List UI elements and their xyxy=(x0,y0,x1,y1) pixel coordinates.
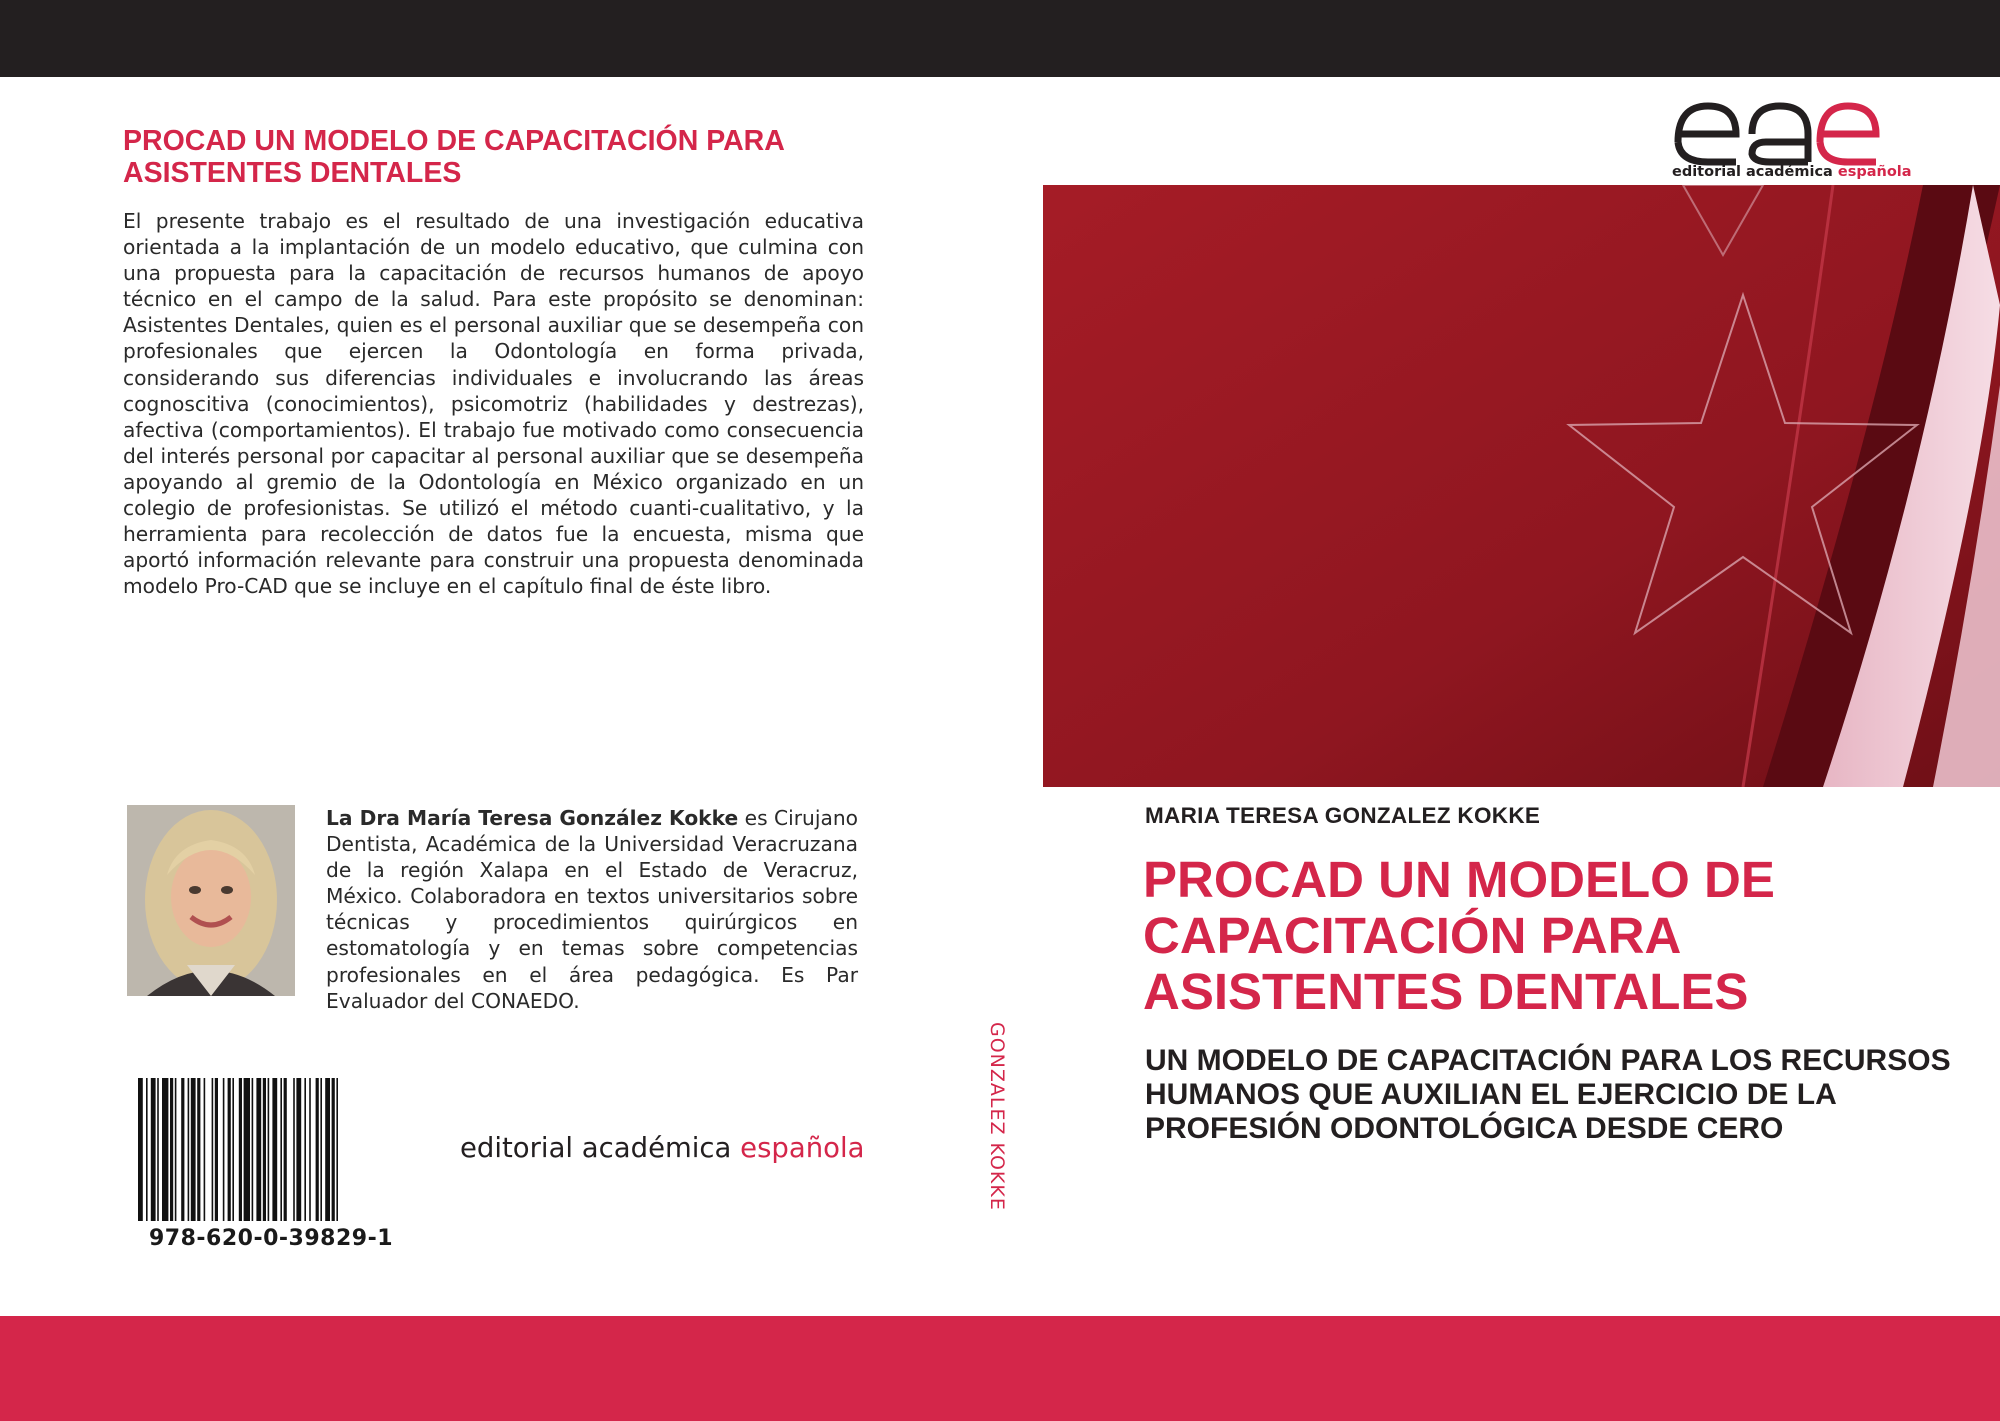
barcode-bar xyxy=(151,1078,156,1221)
cover-artwork xyxy=(1043,185,2000,787)
barcode-bar xyxy=(268,1078,270,1221)
barcode-bar xyxy=(212,1078,214,1221)
back-cover-description: El presente trabajo es el resultado de una investigación educativa orientada a la implantación de un modelo educativo, que culmina con una propuesta para la capacitación de recursos humanos de apoyo técnico en el campo de la salud. Para este propósito se denominan: Asistentes Dentales, quien es el personal auxiliar que se desempeña con profesionales que ejercen la Odontología en forma privada, considerando sus diferencias individuales e involucrando las áreas cognoscitiva (conocimientos), psicomotriz (habilidades y destrezas), afectiva (comportamientos). El trabajo fue motivado como consecuencia del interés personal por capacitar al personal auxiliar que se desempeña apoyando al gremio de la Odontología en México organizado en un colegio de profesionistas. Se utilizó el método cuanti-cualitativo, y la herramienta para recolección de datos fue la encuesta, misma que aportó información relevante para construir una propuesta denominada modelo Pro-CAD que se incluye en el capítulo final de éste libro. xyxy=(123,209,864,599)
logo-caption-main: editorial académica xyxy=(1672,164,1838,180)
author-bio xyxy=(326,805,858,1014)
barcode-bar xyxy=(170,1078,173,1221)
publisher-name-accent: española xyxy=(740,1132,865,1164)
barcode-bar xyxy=(316,1078,319,1221)
barcode-bar xyxy=(293,1078,295,1221)
barcode-bars xyxy=(136,1078,406,1221)
barcode-bar xyxy=(181,1078,184,1221)
publisher-name-main: editorial académica xyxy=(460,1132,741,1164)
barcode-bar xyxy=(284,1078,287,1221)
logo-caption xyxy=(1672,164,1912,180)
barcode-bar xyxy=(157,1078,159,1221)
top-dark-band xyxy=(0,0,2000,77)
barcode-bar xyxy=(325,1078,330,1221)
barcode-bar xyxy=(215,1078,218,1221)
barcode-bar xyxy=(309,1078,311,1221)
barcode-bar xyxy=(204,1078,206,1221)
barcode-bar xyxy=(228,1078,231,1221)
barcode-bar xyxy=(146,1078,148,1221)
barcode-bar xyxy=(263,1078,266,1221)
barcode-bar xyxy=(188,1078,190,1221)
barcode-bar xyxy=(320,1078,322,1221)
front-cover-subtitle: UN MODELO DE CAPACITACIÓN PARA LOS RECURSOS HUMANOS QUE AUXILIAN EL EJERCICIO DE LA PROFESIÓN ODONTOLÓGICA DESDE CERO xyxy=(1145,1044,1951,1145)
barcode-bar xyxy=(223,1078,225,1221)
barcode-bar xyxy=(239,1078,242,1221)
barcode-bar xyxy=(280,1078,282,1221)
barcode-bar xyxy=(232,1078,234,1221)
publisher-name xyxy=(460,1132,870,1164)
author-bio-name: La Dra María Teresa González Kokke xyxy=(326,806,739,830)
spine-author: GONZALEZ KOKKE xyxy=(986,1022,1008,1211)
bottom-red-band xyxy=(0,1316,2000,1421)
barcode-bar xyxy=(252,1078,254,1221)
barcode-bar xyxy=(304,1078,306,1221)
barcode-bar xyxy=(272,1078,277,1221)
barcode-bar xyxy=(191,1078,196,1221)
barcode-bar xyxy=(336,1078,338,1221)
author-photo xyxy=(127,805,295,996)
barcode-bar xyxy=(162,1078,168,1221)
logo-caption-accent: española xyxy=(1837,164,1912,180)
front-cover-title: PROCAD UN MODELO DE CAPACITACIÓN PARA ASISTENTES DENTALES xyxy=(1143,851,1775,1020)
barcode-bar xyxy=(138,1078,143,1221)
barcode-bar xyxy=(296,1078,301,1221)
barcode-bar xyxy=(175,1078,177,1221)
barcode-bar xyxy=(197,1078,200,1221)
front-cover-author: MARIA TERESA GONZALEZ KOKKE xyxy=(1145,803,1541,828)
barcode-bar xyxy=(332,1078,335,1221)
barcode-bar xyxy=(256,1078,261,1221)
author-bio-text: es Cirujano Dentista, Académica de la Universidad Veracruzana de la región Xalapa en el Estado de Veracruz, México. Colaboradora en textos universitarios sobre técnicas y procedimientos quirúrgicos en estomatología y en temas sobre competencias profesionales en el área pedagógica. Es Par Evaluador del CONAEDO. xyxy=(326,806,858,1013)
isbn-barcode xyxy=(136,1078,406,1258)
isbn-number: 978-620-0-39829-1 xyxy=(148,1226,394,1251)
barcode-bar xyxy=(244,1078,250,1221)
back-cover-title: PROCAD UN MODELO DE CAPACITACIÓN PARA ASISTENTES DENTALES xyxy=(123,125,784,189)
